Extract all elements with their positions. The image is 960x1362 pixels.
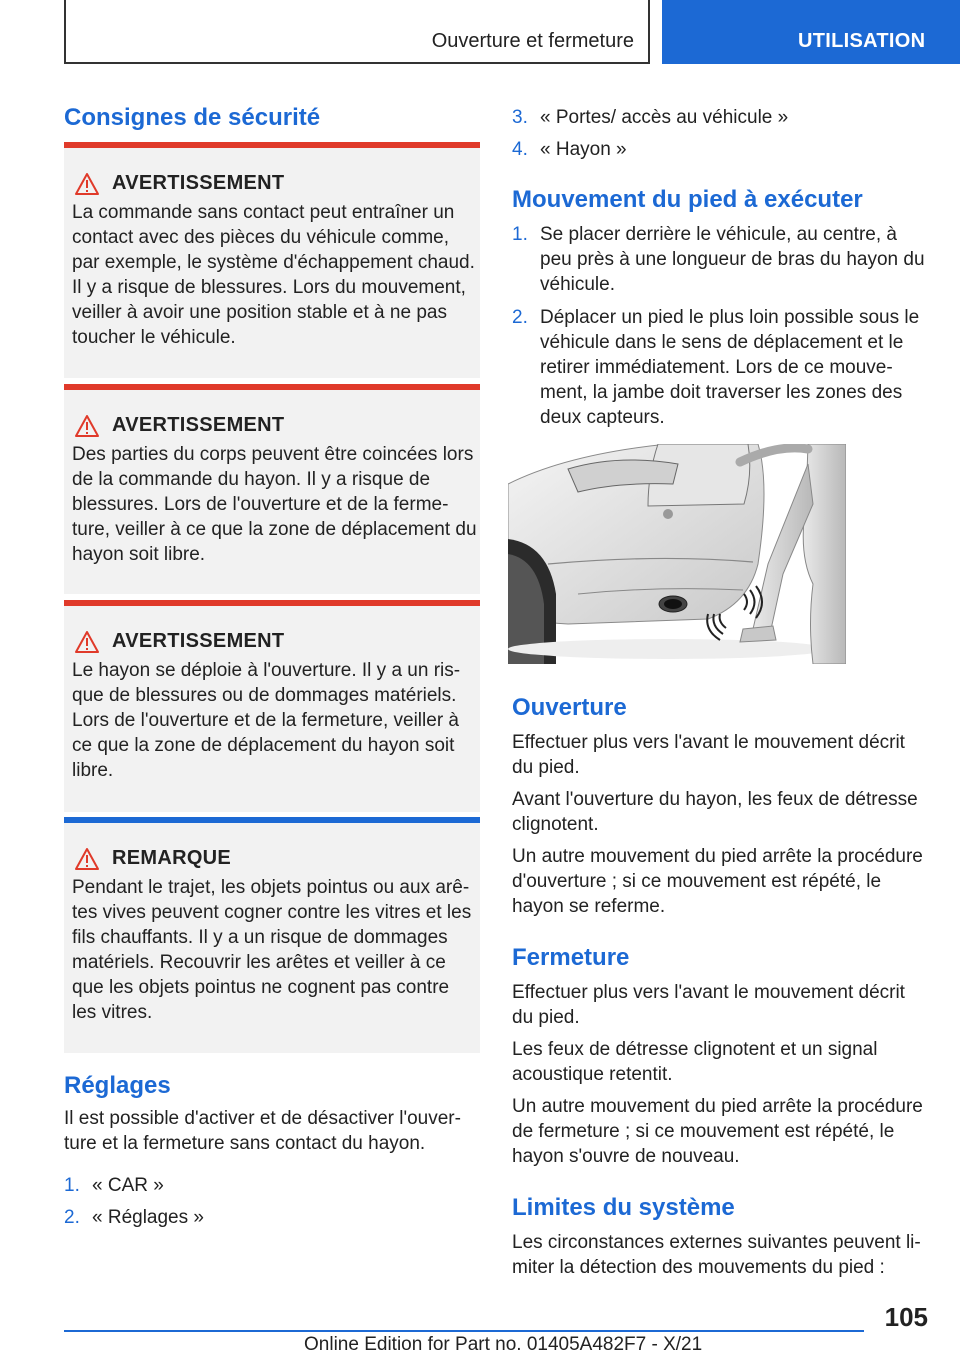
list-text: Se placer derrière le véhicule, au centre, à peu près à une longueur de bras du hayon du véhicule.	[540, 224, 925, 295]
header-section-title: Ouverture et fermeture	[431, 30, 634, 52]
closing-paragraph: Les feux de détresse clignotent et un signal acoustique retentit.	[512, 1039, 878, 1085]
warning-text: Le hayon se déploie à l'ouverture. Il y a un risque de blessures ou de dommages matériels. Lors de l'ouverture et de la fermeture, veiller à ce que la zone de déplacement du hayon soit libre.	[72, 660, 461, 781]
warning-box	[64, 600, 480, 812]
closing-paragraph: Un autre mouvement du pied arrête la procédure de fermeture ; si ce mouvement est répété, le hayon s'ouvre de nouveau.	[512, 1096, 923, 1167]
list-number: 2.	[64, 1207, 80, 1228]
page-number: 105	[884, 1302, 928, 1332]
opening-paragraph: Un autre mouvement du pied arrête la procédure d'ouverture ; si ce mouvement est répété, le hayon se referme.	[512, 846, 923, 917]
opening-paragraph: Effectuer plus vers l'avant le mouvement décrit du pied.	[512, 732, 905, 778]
list-text: « Hayon »	[540, 139, 627, 160]
warning-title: AVERTISSEMENT	[112, 630, 285, 652]
list-text: « Portes/ accès au véhicule »	[540, 107, 789, 128]
note-title: REMARQUE	[112, 847, 232, 869]
warning-triangle-icon	[74, 172, 100, 196]
warning-triangle-icon	[74, 414, 100, 438]
settings-heading: Réglages	[64, 1072, 171, 1099]
warning-triangle-icon	[74, 630, 100, 654]
list-number: 3.	[512, 107, 528, 128]
safety-heading: Consignes de sécurité	[64, 104, 321, 131]
list-number: 1.	[512, 224, 528, 245]
list-text: Déplacer un pied le plus loin possible sous le véhicule dans le sens de déplacement et le retirer immédiatement. Lors de ce mouvement, la jambe doit traverser les zones des deux capteurs.	[540, 307, 920, 428]
list-number: 2.	[512, 307, 528, 328]
limits-text: Les circonstances externes suivantes peuvent limiter la détection des mouvements du pied :	[512, 1232, 921, 1278]
warning-title: AVERTISSEMENT	[112, 172, 285, 194]
warning-text: Des parties du corps peuvent être coincées lors de la commande du hayon. Il y a risque de blessures. Lors de l'ouverture et de la fermeture, veiller à ce que la zone de déplacement du hayon soit libre.	[72, 444, 477, 565]
closing-paragraph: Effectuer plus vers l'avant le mouvement décrit du pied.	[512, 982, 905, 1028]
header-section-box	[64, 0, 650, 64]
note-text: Pendant le trajet, les objets pointus ou aux arêtes vives peuvent cogner contre les vitres et les fils chauffants. Il y a un risque de dommages matériels. Recouvrir les arêtes et veiller à ce que les objets pointus ne cognent pas contre les vitres.	[72, 877, 472, 1023]
list-number: 4.	[512, 139, 528, 160]
list-text: « CAR »	[92, 1175, 164, 1196]
header-chapter-title: UTILISATION	[798, 30, 926, 52]
opening-paragraph: Avant l'ouverture du hayon, les feux de détresse clignotent.	[512, 789, 918, 835]
settings-text: Il est possible d'activer et de désactiver l'ouverture et la fermeture sans contact du hayon.	[64, 1108, 461, 1154]
closing-heading: Fermeture	[512, 944, 630, 971]
foot-gesture-illustration	[508, 444, 846, 664]
warning-triangle-icon	[74, 847, 100, 871]
note-box	[64, 817, 480, 1053]
footer-edition: Online Edition for Part no. 01405A482F7 - X/21	[304, 1334, 703, 1355]
list-number: 1.	[64, 1175, 80, 1196]
foot-movement-heading: Mouvement du pied à exécuter	[512, 186, 863, 213]
header-chapter-tab	[662, 0, 960, 64]
list-text: « Réglages »	[92, 1207, 204, 1228]
opening-heading: Ouverture	[512, 694, 627, 721]
footer-divider	[64, 1330, 864, 1332]
warning-text: La commande sans contact peut entraîner un contact avec des pièces du véhicule comme, par exemple, le système d'échappement chaud. Il y a risque de blessures. Lors du mouvement, veiller à avoir une position stable et à ne pas toucher le véhicule.	[72, 202, 475, 348]
warning-box	[64, 142, 480, 378]
warning-title: AVERTISSEMENT	[112, 414, 285, 436]
warning-box	[64, 384, 480, 594]
limits-heading: Limites du système	[512, 1194, 735, 1221]
